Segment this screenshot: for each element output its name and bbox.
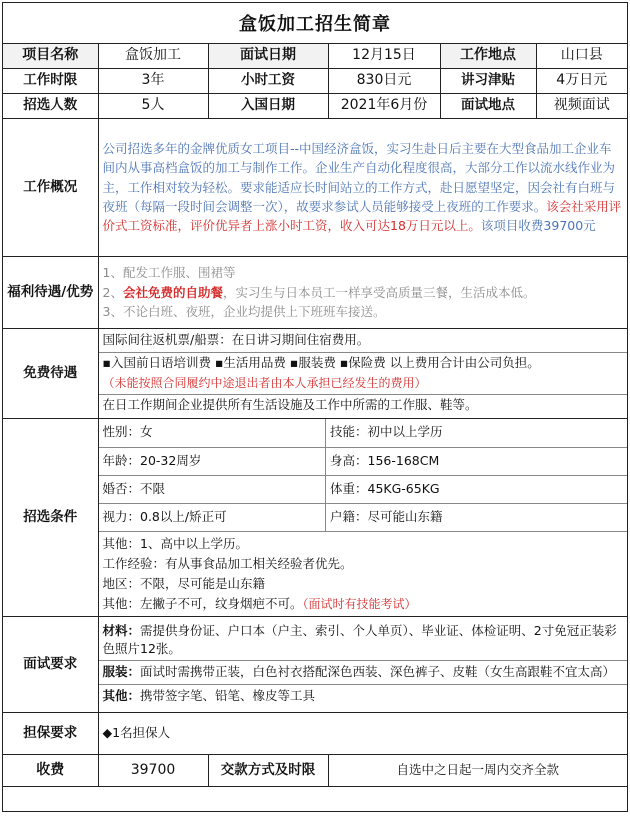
payment-method-value: 自选中之日起一周内交齐全款 (328, 755, 627, 787)
guarantee-label: 担保要求 (3, 712, 98, 754)
condition-row-4 (99, 503, 628, 531)
free-line-3: （未能按照合同履约中途退出者由本人承担已经发生的费用） (99, 375, 628, 395)
condition-other-2-text: 其他：左撇子不可，纹身烟疤不可。 (102, 595, 303, 611)
condition-hukou: 户籍：尽可能山东籍 (326, 503, 628, 531)
welfare-item-2-prefix: 2、 (102, 284, 123, 300)
welfare-item-2-rest: ，实习生与日本员工一样享受高质量三餐，生活成本低。 (222, 284, 536, 300)
info-row-3 (3, 93, 627, 118)
overview-fee-note: 该项目收费39700元 (480, 218, 596, 234)
free-label: 免费待遇 (3, 329, 98, 419)
conditions-row (3, 419, 627, 617)
interview-other (99, 685, 628, 708)
condition-others (99, 531, 628, 616)
page-title: 盒饭加工招生简章 (3, 3, 627, 44)
overview-text (98, 119, 627, 257)
welfare-row (3, 257, 627, 329)
free-row (3, 329, 627, 419)
condition-other-1: 其他：1、高中以上学历。 (102, 535, 248, 551)
interview-content (98, 616, 627, 712)
welfare-item-3: 3、不论白班、夜班，企业均提供上下班班车接送。 (102, 304, 386, 320)
interview-other-label: 其他： (102, 688, 141, 704)
payment-method-label: 交款方式及时限 (208, 755, 328, 787)
details-table (3, 119, 627, 755)
welfare-item-2 (103, 283, 624, 302)
welfare-label: 福利待遇/优势 (3, 257, 98, 329)
condition-row-1 (99, 419, 628, 447)
condition-row-5 (99, 531, 628, 616)
interview-row (3, 616, 627, 712)
interview-date-label: 面试日期 (208, 44, 328, 68)
interview-location-label: 面试地点 (440, 93, 536, 118)
entry-date-value: 2021年6月份 (328, 93, 440, 118)
condition-row-2 (99, 447, 628, 475)
condition-weight: 体重：45KG-65KG (326, 475, 628, 503)
overview-salary-note: 该会社采用评价式工资标准，评价优异者上涨小时工资，收入可达18万日元以上。 (102, 198, 622, 234)
conditions-grid (99, 419, 628, 616)
condition-experience: 工作经验：有从事食品加工相关经验者优先。 (102, 555, 353, 571)
recruitment-sheet (2, 2, 628, 812)
condition-row-3 (99, 475, 628, 503)
welfare-item-2-highlight: 会社免费的自助餐 (122, 284, 223, 300)
interview-location-value: 视频面试 (536, 93, 627, 118)
welfare-item-1: 1、配发工作服、围裙等 (102, 265, 236, 281)
training-allowance-value: 4万日元 (536, 68, 627, 93)
condition-age: 年龄：20-32周岁 (99, 447, 326, 475)
free-line-2: ▪入国前日语培训费 ▪生活用品费 ▪服装费 ▪保险费 以上费用合计由公司负担。 (102, 355, 540, 370)
materials-text: 需提供身份证、户口本（户主、索引、个人单页）、毕业证、体检证明、2寸免冠正装彩色照片12张。 (102, 623, 617, 657)
clothing-text: 面试时需携带正装，白色衬衣搭配深色西装、深色裤子、皮鞋（女生高跟鞋不宜太高） (140, 664, 616, 680)
project-name-value: 盒饭加工 (98, 44, 208, 68)
free-line-1: 国际间往返机票/船票：在日讲习期间住宿费用。 (99, 330, 628, 353)
hourly-wage-value: 830日元 (328, 68, 440, 93)
condition-marriage: 婚否：不限 (99, 475, 326, 503)
fee-row (3, 755, 627, 787)
headcount-label: 招选人数 (3, 93, 98, 118)
entry-date-label: 入国日期 (208, 93, 328, 118)
conditions-label: 招选条件 (3, 419, 98, 617)
info-row-1 (3, 44, 627, 68)
condition-skill: 技能：初中以上学历 (326, 419, 628, 447)
work-term-value: 3年 (98, 68, 208, 93)
overview-label: 工作概况 (3, 119, 98, 257)
work-location-label: 工作地点 (440, 44, 536, 68)
fee-label: 收费 (3, 755, 98, 787)
condition-other-2 (103, 594, 624, 614)
condition-region: 地区：不限，尽可能是山东籍 (102, 575, 266, 591)
fee-table (3, 755, 627, 788)
guarantee-text: ◆1名担保人 (98, 712, 627, 754)
hourly-wage-label: 小时工资 (208, 68, 328, 93)
free-line-4: 在日工作期间企业提供所有生活设施及工作中所需的工作服、鞋等。 (102, 397, 478, 412)
overview-row (3, 119, 627, 257)
info-row-2 (3, 68, 627, 93)
condition-height: 身高：156-168CM (326, 447, 628, 475)
guarantee-row (3, 712, 627, 754)
project-name-label: 项目名称 (3, 44, 98, 68)
training-allowance-label: 讲习津贴 (440, 68, 536, 93)
work-term-label: 工作时限 (3, 68, 98, 93)
interview-label: 面试要求 (3, 616, 98, 712)
headcount-value: 5人 (98, 93, 208, 118)
interview-materials (99, 620, 628, 661)
welfare-list (98, 257, 627, 329)
clothing-label: 服装： (102, 664, 141, 680)
info-table (3, 44, 627, 119)
materials-label: 材料： (102, 623, 141, 639)
conditions-content (98, 419, 627, 617)
condition-gender: 性别：女 (99, 419, 326, 447)
work-location-value: 山口县 (536, 44, 627, 68)
condition-other-2-note: （面试时有技能考试） (302, 596, 417, 611)
overview-desc: 公司招选多年的金牌优质女工项目--中国经济盒饭，实习生赴日后主要在大型食品加工企业车间内从事高档盒饭的加工与制作工作。企业生产自动化程度很高，大部分工作以流水线作业为主，工作相对较为轻松。要求能适应长时间站立的工作方式，赴日愿望坚定，因会社有白班与夜班（每隔一段时间会调整一次），故要求参试人员能够接受上夜班的工作要求。 (102, 140, 616, 214)
condition-vision: 视力：0.8以上/矫正可 (99, 503, 326, 531)
interview-other-text: 携带签字笔、铅笔、橡皮等工具 (140, 688, 316, 704)
fee-amount: 39700 (98, 755, 208, 787)
interview-clothing (99, 661, 628, 685)
free-content (98, 329, 627, 419)
interview-date-value: 12月15日 (328, 44, 440, 68)
